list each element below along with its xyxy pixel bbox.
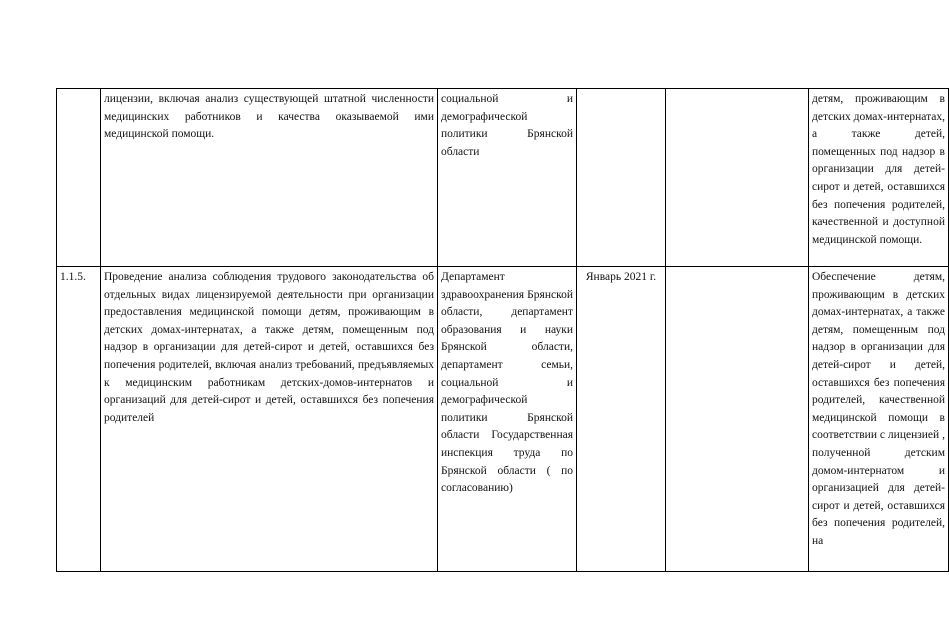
row-number-cell — [57, 267, 101, 572]
table-row — [57, 89, 949, 267]
description-text: Проведение анализа соблюдения трудового законодательства об отдельных видах лицензируемой деятельности при организации предоставления медицинской помощи детям, проживающим в детских домах-интернатах, а также детям, помещенным под надзор в организации для детей-сирот и детей, оставшихся без попечения родителей, включая анализ требований, предъявляемых к медицинским работникам детских-домов-интернатов и организаций для детей-сирот и детей, оставшихся без попечения родителей — [104, 271, 434, 424]
deadline-cell — [577, 267, 666, 572]
result-cell — [809, 267, 949, 572]
deadline-cell — [577, 89, 666, 267]
deadline-text: Январь 2021 г. — [585, 271, 657, 283]
executor-text: социальной и демографической политики Брянской области — [441, 93, 573, 158]
description-cell — [101, 267, 438, 572]
row-number: 1.1.5. — [60, 271, 86, 283]
spacer-cell — [666, 89, 809, 267]
table-row — [57, 267, 949, 572]
description-cell — [101, 89, 438, 267]
executor-cell — [438, 89, 577, 267]
row-number-cell — [57, 89, 101, 267]
executor-cell — [438, 267, 577, 572]
executor-text: Департамент здравоохранения Брянской области, департамент образования и науки Брянской области, департамент семьи, социальной и демографической политики Брянской области Государственная инспекция труда по Брянской области ( по согласованию) — [441, 271, 573, 495]
description-text: лицензии, включая анализ существующей штатной численности медицинских работников и качества оказываемой ими медицинской помощи. — [104, 93, 434, 141]
result-text: детям, проживающим в детских домах-интернатах, а также детей, помещенных под надзор в организации для детей-сирот и детей, оставшихся без попечения родителей, качественной и доступной медицинской помощи. — [812, 93, 945, 246]
plan-table — [56, 88, 949, 572]
result-cell — [809, 89, 949, 267]
result-text: Обеспечение детям, проживающим в детских домах-интернатах, а также детям, помещенным под надзор в организации для детей-сирот и детей, оставшихся без попечения родителей, качественной медицинской помощи в соответствии с лицензией , полученной детским домом-интернатом и организацией для детей-сирот и детей, оставшихся без попечения родителей, на — [812, 271, 945, 547]
spacer-cell — [666, 267, 809, 572]
